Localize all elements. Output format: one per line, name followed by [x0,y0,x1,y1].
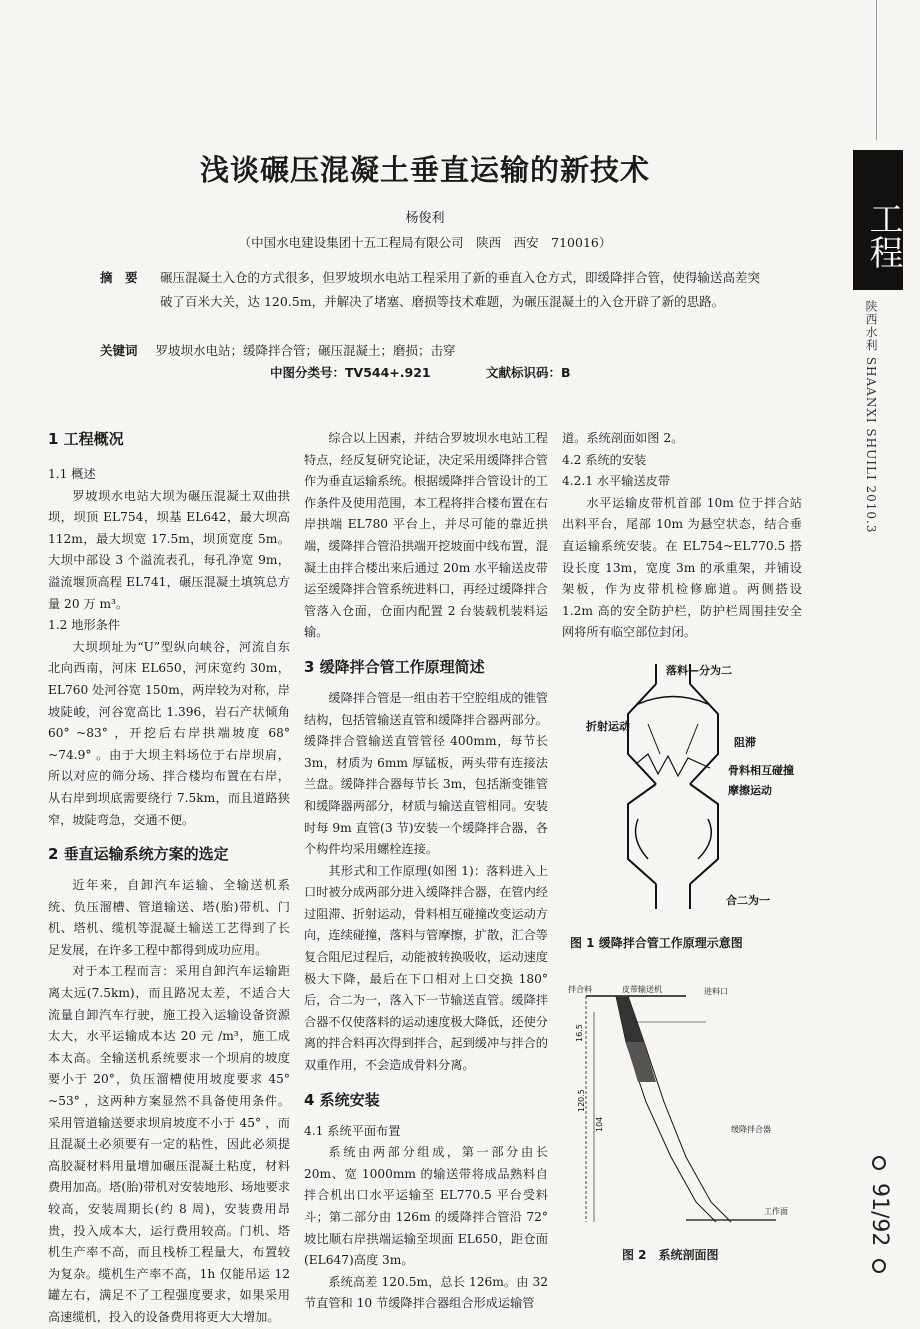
margin-rule [876,0,877,140]
section-tab: 工程 [853,150,903,290]
fig1-label-friction: 摩擦运动 [728,784,772,797]
keywords-label: 关键词 [100,343,138,358]
paper-title: 浅谈碾压混凝土垂直运输的新技术 [199,153,650,187]
section-heading: 2 垂直运输系统方案的选定 [48,845,229,864]
circle-icon [872,1259,886,1273]
paragraph: 对于本工程而言：采用自卸汽车运输距离太远(7.5km)，而且路况太差，不适合大流量自卸汽车行驶，施工投入运输设备资源太大，水平运输成本达 20 元 /m³，施工成本太高。全输送机系统要求一个坝肩的坡度要小于 20°，负压溜槽使用坡度要求 45° ~53° ，这两种方案显然不具备使用条件。采用管道输送要求坝肩坡度不小于 45° ，而且混凝土必须要有一定的粘性，因此必须提高胶凝材料用量增加碾压混凝土粘度，材料费用加高。塔(胎)带机对安装地形、场地要求较高，安装周期长(约 8 周)，安装费用昂贵，投入成本大，运行费用较高。门机、塔机生产率不高，而且栈桥工程量大，布置较为复杂。缆机生产率不高，1h 仅能吊运 12 罐左右，满足不了工程强度要求，如果采用高速缆机，投入的设备费用将更大大增加。 [48,964,290,1324]
page-number-text: 91/92 [867,1183,892,1247]
paragraph: 水平运输皮带机首部 10m 位于拌合站出料平台，尾部 10m 为悬空状态，结合垂直运输系统安装。在 EL754~EL770.5 搭设长度 13m，宽度 3m 的承重架，并铺设架板，作为皮带机检修廊道。两侧搭设 1.2m 高的安全防护栏，防护栏周围挂安全网将所有临空部位封闭。 [562,495,802,640]
paragraph: 缓降拌合管是一组由若干空腔组成的锥管结构，包括管输送直管和缓降拌合器两部分。缓降拌合管输送直管管径 400mm，每节长 3m，材质为 6mm 厚锰板，两头带有连接法兰盘。缓降拌合器每节长 3m，包括渐变锥管和缓降器两部分，材质与输送直管相同。安装时每 9m 直管(3 节)安装一个缓降拌合器，各个构件均采用螺栓连接。 [304,690,548,857]
column-3 [562,428,802,644]
author: 杨俊利 [405,211,445,226]
journal-sidebar [853,150,903,1300]
fig2-label-inlet: 进料口 [704,987,728,996]
fig2-label-pipe: 缓降拌合器 [731,1125,771,1134]
subsection-heading: 4.2 系统的安装 [562,452,647,467]
section-heading: 1 工程概况 [48,430,124,448]
section-heading: 3 缓降拌合管工作原理简述 [304,657,485,676]
figure-1-diagram [578,664,804,914]
document-code: 文献标识码：B [486,365,571,380]
column-2 [304,428,548,1315]
paragraph: 罗坡坝水电站大坝为碾压混凝土双曲拱坝，坝顶 EL754，坝基 EL642，最大坝高 112m，最大坝宽 17.5m，坝顶宽度 5m。大坝中部设 3 个溢流表孔，每孔净宽 9m，溢流堰顶高程 EL741，碾压混凝土填筑总方量 20 万 m³。 [48,488,290,611]
circle-icon [872,1156,886,1170]
fig2-label-mixer: 拌合料 [568,985,592,994]
affiliation: （中国水电建设集团十五工程局有限公司 陕西 西安 710016） [238,235,612,250]
fig2-label-face: 工作面 [764,1207,788,1216]
subsection-heading: 4.2.1 水平输送皮带 [562,474,671,489]
fig1-label-bottom: 合二为一 [726,894,770,907]
fig1-label-collide: 骨料相互碰撞 [728,764,794,777]
paragraph: 系统高差 120.5m，总长 126m。由 32 节直管和 10 节缓降拌合器组合形成运输管 [304,1274,548,1311]
paragraph: 道。系统剖面如图 2。 [562,431,684,445]
fig2-dim-3: 104 [595,1116,604,1132]
abstract [100,266,760,314]
paragraph: 大坝坝址为“U”型纵向峡谷，河流自东北向西南，河床 EL650，河床宽约 30m，EL760 处河谷宽 150m，两岸较为对称，岸坡陡峻，河谷宽高比 1.396，岩石产状倾角 60° ~83° ，开挖后右岸拱端坡度 68° ~74.9° 。由于大坝主料场位于右岸坝肩，所以对应的筛分场、拌合楼均布置在右岸，从右岸到坝底需要绕行 7.5km，而且道路狭窄，坡陡弯急，交通不便。 [48,639,290,827]
fig1-label-top: 落料—分为二 [666,664,732,677]
paragraph: 综合以上因素，并结合罗坡坝水电站工程特点，经反复研究论证，决定采用缓降拌合管作为垂直运输系统。根据缓降拌合管设计的工作条件及使用范围，本工程将拌合楼布置在右岸拱端 EL780 平台上，并尽可能的靠近拱端，缓降拌合管沿拱端开挖坡面中线布置，混凝土由拌合楼出来后通过 20m 水平输送皮带运至缓降拌合管系统进料口，再经过缓降拌合管落入仓面，仓面内配置 2 台装载机装料运输。 [304,431,548,640]
abstract-label: 摘 要 [100,270,138,285]
keywords [100,341,760,359]
subsection-heading: 4.1 系统平面布置 [304,1123,401,1138]
subsection-heading: 1.1 概述 [48,467,96,481]
subsection-heading: 1.2 地形条件 [48,618,121,633]
paragraph: 近年来，自卸汽车运输、全输送机系统、负压溜槽、管道输送、塔(胎)带机、门机、塔机、缆机等混凝土输送工艺得到了长足发展，在许多工程中都得到成功应用。 [48,878,290,957]
fig2-label-belt: 皮带输送机 [622,985,662,994]
page-number [867,1150,892,1279]
paragraph: 其形式和工作原理(如图 1)：落料进入上口时被分成两部分进入缓降拌合器，在管内经过阻滞、折射运动，骨料相互碰撞改变运动方向，连续碰撞，落料与管摩擦，扩散，汇合等复合阻尼过程后，动能被转换吸收，运动速度极大下降，最后在下口相对上口交换 180° 后，合二为一，落入下一节输送直管。缓降拌合器不仅使落料的运动速度极大降低，还使分离的拌合料再次得到拌合，起到缓冲与拌合的双重作用，不会造成骨料分离。 [304,863,548,1073]
keywords-text: 罗坡坝水电站；缓降拌合管；碾压混凝土；磨损；击穿 [155,343,456,358]
abstract-text: 碾压混凝土入仓的方式很多，但罗坡坝水电站工程采用了新的垂直入仓方式，即缓降拌合管，使得输送高差突破了百米大关，达 120.5m，并解决了堵塞、磨损等技术难题，为碾压混凝土的入仓开辟了新的思路。 [160,270,761,309]
fig2-dim-1: 16.5 [575,1024,584,1042]
column-1 [48,428,290,1329]
figure-1-caption: 图 1 缓降拌合管工作原理示意图 [570,936,743,950]
fig1-label-left: 折射运动 [586,720,630,733]
figure-2-caption: 图 2 系统剖面图 [622,1248,719,1262]
clc-number: 中图分类号：TV544+.921 [270,365,431,380]
fig2-dim-2: 120.5 [577,1089,586,1112]
fig1-label-block: 阻滞 [734,736,756,749]
section-heading: 4 系统安装 [304,1090,380,1109]
journal-name: 陕西水利 SHAANXI SHUILI 2010.3 [864,300,878,534]
figure-2-diagram [566,982,804,1236]
paragraph: 系统由两部分组成，第一部分由长 20m、宽 1000mm 的输送带将成品熟料自拌合机出口水平运输至 EL770.5 平台受料斗；第二部分由 126m 的缓降拌合管沿 72° 坡比顺右岸拱端运输至坝面 EL650，距仓面(EL647)高度 3m。 [304,1145,548,1268]
